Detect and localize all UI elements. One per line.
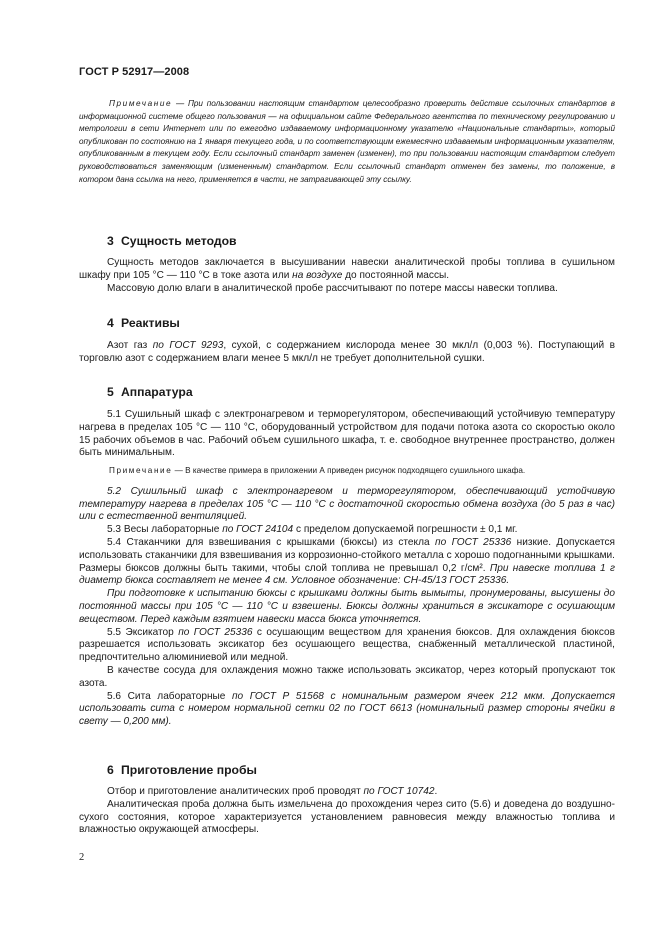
section-6-title: Приготовление пробы bbox=[121, 763, 257, 777]
clause-5-4-prep: При подготовке к испытанию бюксы с крышками должны быть вымыты, пронумерованы, высушены до постоянной массы при 105 °C — 110 °C и взвешены. Бюксы должны храниться в эксикаторе с осушающим веществом. Перед каждым взятием навески масса бюкса уточняется. bbox=[79, 588, 615, 625]
section-3-heading: 3 Сущность методов bbox=[107, 234, 237, 248]
section-5-body bbox=[79, 409, 615, 729]
paragraph: Азот газ по ГОСТ 9293, сухой, с содержанием кислорода менее 30 мкл/л (0,003 %). Поступающий в торговлю азот с содержанием влаги менее 5 мкл/л не требует дополнительной сушки. bbox=[79, 340, 615, 364]
clause-5-6: 5.6 Сита лабораторные по ГОСТ Р 51568 с номинальным размером ячеек 212 мкм. Допускается использовать сита с номером нормальной сетки 02 по ГОСТ 6613 (номинальный размер стороны ячейки в свету — 0,200 мм). bbox=[79, 690, 615, 728]
clause-5-4: 5.4 Стаканчики для взвешивания с крышками (бюксы) из стекла по ГОСТ 25336 низкие. Допускается использовать стаканчики для взвешивания из коррозионно-стойкого металла с хорошо подогнанными крышками. Размеры бюксов должны быть такими, чтобы слой топлива не превышал 0,2 г/см². При навеске топлива 1 г диаметр бюкса составляет не менее 4 см. Условное обозначение: СН-45/13 ГОСТ 25336. bbox=[79, 536, 615, 587]
paragraph: Отбор и приготовление аналитических проб проводят по ГОСТ 10742. bbox=[107, 786, 438, 797]
paragraph: Массовую долю влаги в аналитической пробе рассчитывают по потере массы навески топлива. bbox=[107, 282, 558, 294]
paragraph: Аналитическая проба должна быть измельчена до прохождения через сито (5.6) и доведена до воздушно-сухого состояния, которое характеризуется установлением равновесия между влажностью топлива и влажностью окружающей атмосферы. bbox=[79, 798, 615, 836]
section-5-title: Аппаратура bbox=[121, 385, 193, 399]
section-4-title: Реактивы bbox=[121, 316, 180, 330]
note-label: Примечание bbox=[109, 99, 173, 108]
clause-5-1-note: Примечание — В качестве примера в приложении А приведен рисунок подходящего сушильного шкафа. bbox=[109, 466, 526, 476]
section-5-heading: 5 Аппаратура bbox=[107, 385, 193, 399]
clause-5-5: 5.5 Эксикатор по ГОСТ 25336 с осушающим веществом для хранения бюксов. Для охлаждения бюксов разрешается использовать эксикатор без осушающего вещества, снабженный металлической пластиной, предпочтительно алюминиевой или медной. bbox=[79, 626, 615, 664]
section-4-heading: 4 Реактивы bbox=[107, 316, 180, 330]
section-3-body bbox=[79, 257, 615, 295]
clause-5-3: 5.3 Весы лабораторные по ГОСТ 24104 с пределом допускаемой погрешности ± 0,1 мг. bbox=[107, 524, 518, 536]
section-6-body bbox=[79, 786, 615, 837]
clause-5-5-extra: В качестве сосуда для охлаждения можно также использовать эксикатор, через который пропускают ток азота. bbox=[79, 664, 615, 689]
note-text: — При пользовании настоящим стандартом целесообразно проверить действие ссылочных стандартов в информационной системе общего пользования — на официальном сайте Федерального агентства по техническому регулированию и метрологии в сети Интернет или по ежегодно издаваемому информационному указателю «Национальные стандарты», который опубликован по состоянию на 1 января текущего года, и по соответствующим ежемесячно издаваемым информационным указателям, опубликованным в текущем году. Если ссылочный стандарт заменен (изменен), то при пользовании настоящим стандартом следует руководствоваться заменяющим (измененным) стандартом. Если ссылочный стандарт отменен без замены, то положение, в котором дана ссылка на него, применяется в части, не затрагивающей эту ссылку. bbox=[79, 99, 615, 184]
section-4-body bbox=[79, 340, 615, 366]
page-number: 2 bbox=[79, 852, 85, 863]
paragraph: Сущность методов заключается в высушивании навески аналитической пробы топлива в сушильном шкафу при 105 °C — 110 °C в токе азота или на воздухе до постоянной массы. bbox=[79, 257, 615, 281]
section-3-title: Сущность методов bbox=[121, 234, 237, 248]
clause-5-2: 5.2 Сушильный шкаф с электронагревом и терморегулятором, обеспечивающий устойчивую температуру нагрева в пределах 105 °C — 110 °C с достаточной скоростью обмена воздуха (до 5 раз в час) или с естественной вентиляцией. bbox=[79, 485, 615, 523]
clause-5-1: 5.1 Сушильный шкаф с электронагревом и терморегулятором, обеспечивающий устойчивую температуру нагрева в пределах 105 °C — 110 °C, оборудованный устройством для подачи потока азота со скоростью около 15 рабочих объемов в час. Рабочий объем сушильного шкафа, т. е. свободное внутреннее пространство, должен быть минимальным. bbox=[79, 409, 615, 459]
section-6-heading: 6 Приготовление пробы bbox=[107, 763, 257, 777]
intro-note bbox=[79, 98, 615, 186]
document-header: ГОСТ Р 52917—2008 bbox=[79, 66, 190, 78]
